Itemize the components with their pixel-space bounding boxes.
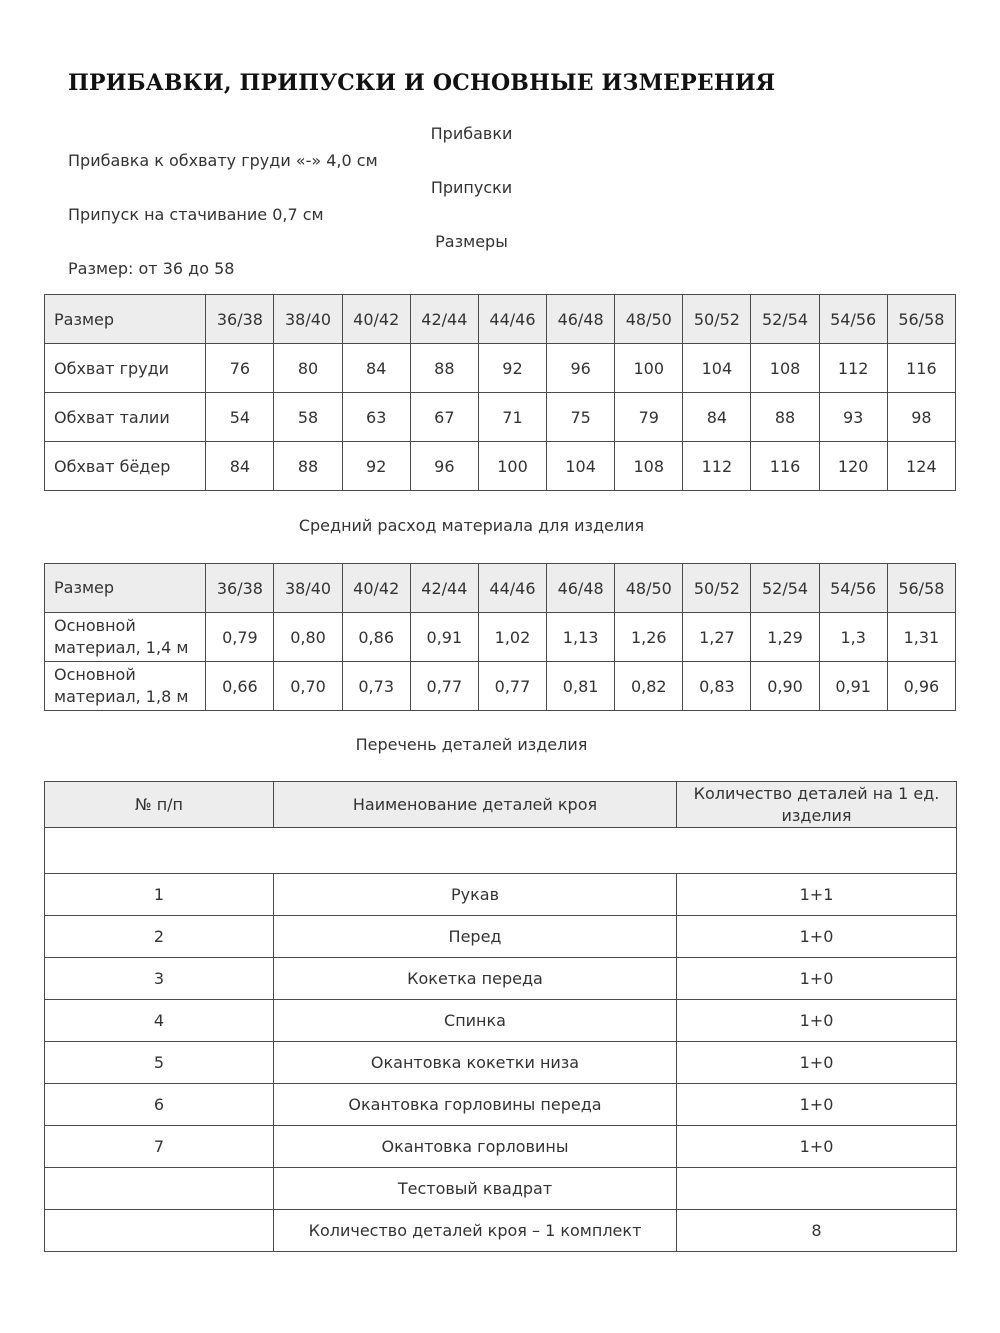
table-cell: Спинка (274, 1000, 677, 1042)
table-cell: 98 (887, 393, 955, 442)
table-cell: 79 (615, 393, 683, 442)
table-cell: 63 (342, 393, 410, 442)
table-cell: 38/40 (274, 295, 342, 344)
table-cell: Кокетка переда (274, 958, 677, 1000)
table-cell: Окантовка горловины переда (274, 1084, 677, 1126)
table-cell: 1+0 (677, 1000, 957, 1042)
table-row (45, 1168, 957, 1210)
table-cell: 1,29 (751, 613, 819, 662)
consumption-heading: Средний расход материала для изделия (298, 516, 645, 535)
table-cell: 1+0 (677, 958, 957, 1000)
table-cell: 46/48 (547, 295, 615, 344)
table-row (45, 344, 956, 393)
seam-text: Припуск на стачивание 0,7 см (68, 205, 324, 224)
table-cell: 48/50 (615, 295, 683, 344)
table-cell: 5 (45, 1042, 274, 1084)
table-cell: Рукав (274, 874, 677, 916)
table-cell: 0,79 (206, 613, 274, 662)
row-label-cell: Размер (45, 295, 206, 344)
table-cell: 54/56 (819, 564, 887, 613)
table-cell: 0,90 (751, 662, 819, 711)
table-cell: Количество деталей кроя – 1 комплект (274, 1210, 677, 1252)
table-cell: 1,27 (683, 613, 751, 662)
table-cell: 0,91 (410, 613, 478, 662)
table-cell: 56/58 (887, 295, 955, 344)
table-cell: 0,96 (887, 662, 955, 711)
table-cell: 80 (274, 344, 342, 393)
table-header-row (45, 782, 957, 828)
table-cell: 1+0 (677, 1126, 957, 1168)
table-cell: 0,66 (206, 662, 274, 711)
table-cell: 104 (683, 344, 751, 393)
table-cell: 84 (683, 393, 751, 442)
table-cell: 112 (819, 344, 887, 393)
table-row (45, 874, 957, 916)
table-row (45, 916, 957, 958)
table-cell: Тестовый квадрат (274, 1168, 677, 1210)
table-cell: 1 (45, 874, 274, 916)
table-cell: 40/42 (342, 564, 410, 613)
table-cell: 116 (751, 442, 819, 491)
table-cell: 120 (819, 442, 887, 491)
table-cell: 6 (45, 1084, 274, 1126)
row-label-cell: Основной материал, 1,4 м (45, 613, 206, 662)
table-cell: 52/54 (751, 295, 819, 344)
table-cell: 108 (751, 344, 819, 393)
table-cell: 84 (342, 344, 410, 393)
row-label-cell: Обхват бёдер (45, 442, 206, 491)
table-cell: Количество деталей на 1 ед. изделия (677, 782, 957, 828)
table-cell: Окантовка горловины (274, 1126, 677, 1168)
table-row (45, 1084, 957, 1126)
table-cell: 0,77 (478, 662, 546, 711)
table-cell: 1,02 (478, 613, 546, 662)
table-cell: 104 (547, 442, 615, 491)
table-cell: 54/56 (819, 295, 887, 344)
table-cell: 1+0 (677, 916, 957, 958)
table-row (45, 958, 957, 1000)
table-cell: 0,81 (547, 662, 615, 711)
table-cell: 3 (45, 958, 274, 1000)
table-header-row (45, 295, 956, 344)
table-cell (45, 1168, 274, 1210)
table-cell: 4 (45, 1000, 274, 1042)
empty-cell (45, 828, 957, 874)
table-cell: 0,73 (342, 662, 410, 711)
consumption-table (44, 563, 956, 711)
table-cell: 92 (478, 344, 546, 393)
page-title: ПРИБАВКИ, ПРИПУСКИ И ОСНОВНЫЕ ИЗМЕРЕНИЯ (68, 70, 776, 96)
table-cell: 112 (683, 442, 751, 491)
table-cell: 2 (45, 916, 274, 958)
table-cell: 75 (547, 393, 615, 442)
table-cell: 92 (342, 442, 410, 491)
table-cell: 0,91 (819, 662, 887, 711)
table-cell: 0,70 (274, 662, 342, 711)
table-cell: 36/38 (206, 564, 274, 613)
table-cell: 0,86 (342, 613, 410, 662)
table-cell: 8 (677, 1210, 957, 1252)
table-cell: 42/44 (410, 295, 478, 344)
table-cell: 88 (274, 442, 342, 491)
table-row (45, 1042, 957, 1084)
table-cell: 0,80 (274, 613, 342, 662)
parts-table (44, 781, 957, 1252)
table-cell: 71 (478, 393, 546, 442)
row-label-cell: Обхват талии (45, 393, 206, 442)
table-cell: Перед (274, 916, 677, 958)
table-cell: 100 (478, 442, 546, 491)
row-label-cell: Основной материал, 1,8 м (45, 662, 206, 711)
table-row (45, 393, 956, 442)
table-cell: 93 (819, 393, 887, 442)
table-cell: 0,77 (410, 662, 478, 711)
table-cell: 100 (615, 344, 683, 393)
table-row (45, 1126, 957, 1168)
table-cell: 0,82 (615, 662, 683, 711)
table-cell: 44/46 (478, 295, 546, 344)
table-cell: 50/52 (683, 295, 751, 344)
table-row (45, 442, 956, 491)
table-cell: 88 (410, 344, 478, 393)
table-cell: 44/46 (478, 564, 546, 613)
table-cell: 56/58 (887, 564, 955, 613)
table-cell: 38/40 (274, 564, 342, 613)
table-cell: 50/52 (683, 564, 751, 613)
table-cell: 40/42 (342, 295, 410, 344)
parts-heading: Перечень деталей изделия (355, 735, 588, 754)
allowances-text: Прибавка к обхвату груди «-» 4,0 см (68, 151, 378, 170)
table-cell: 124 (887, 442, 955, 491)
sizes-text: Размер: от 36 до 58 (68, 259, 235, 278)
table-cell: 36/38 (206, 295, 274, 344)
table-cell: 1,3 (819, 613, 887, 662)
table-row (45, 1210, 957, 1252)
table-cell: 52/54 (751, 564, 819, 613)
table-row (45, 1000, 957, 1042)
table-row (45, 662, 956, 711)
table-cell: № п/п (45, 782, 274, 828)
table-cell: 96 (547, 344, 615, 393)
table-cell: 1+0 (677, 1042, 957, 1084)
table-cell: 7 (45, 1126, 274, 1168)
table-cell: 46/48 (547, 564, 615, 613)
sizes-heading: Размеры (435, 232, 508, 251)
table-cell: Наименование деталей кроя (274, 782, 677, 828)
table-cell: 58 (274, 393, 342, 442)
measurements-table (44, 294, 956, 491)
table-cell: 67 (410, 393, 478, 442)
table-cell: 96 (410, 442, 478, 491)
table-cell (677, 1168, 957, 1210)
table-cell: 76 (206, 344, 274, 393)
table-cell: 88 (751, 393, 819, 442)
table-cell: 1+0 (677, 1084, 957, 1126)
table-cell: 1,31 (887, 613, 955, 662)
row-label-cell: Размер (45, 564, 206, 613)
table-cell: 1,13 (547, 613, 615, 662)
seam-heading: Припуски (430, 178, 513, 197)
table-cell: 0,83 (683, 662, 751, 711)
table-cell: Окантовка кокетки низа (274, 1042, 677, 1084)
empty-row (45, 828, 957, 874)
row-label-cell: Обхват груди (45, 344, 206, 393)
table-cell (45, 1210, 274, 1252)
table-header-row (45, 564, 956, 613)
table-cell: 1,26 (615, 613, 683, 662)
table-cell: 54 (206, 393, 274, 442)
table-cell: 1+1 (677, 874, 957, 916)
table-cell: 84 (206, 442, 274, 491)
table-cell: 42/44 (410, 564, 478, 613)
table-cell: 48/50 (615, 564, 683, 613)
table-row (45, 613, 956, 662)
table-cell: 116 (887, 344, 955, 393)
allowances-heading: Прибавки (430, 124, 513, 143)
table-cell: 108 (615, 442, 683, 491)
